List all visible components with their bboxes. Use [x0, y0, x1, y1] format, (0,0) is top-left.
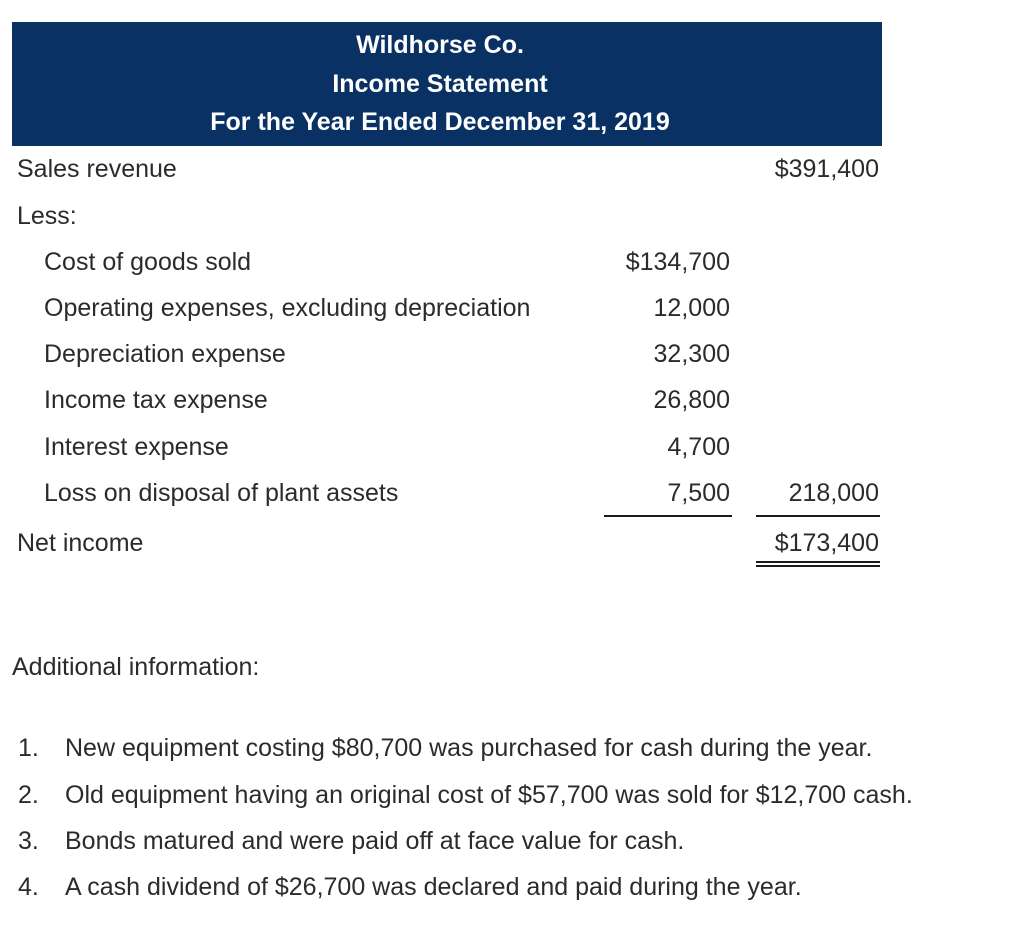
- list-item-number: 4.: [18, 873, 39, 901]
- list-item-text: Bonds matured and were paid off at face value for cash.: [65, 827, 685, 855]
- net-income-double-rule-bottom: [756, 565, 880, 567]
- statement-period: For the Year Ended December 31, 2019: [210, 108, 670, 136]
- list-item-text: A cash dividend of $26,700 was declared and paid during the year.: [65, 873, 802, 901]
- list-item: [18, 780, 913, 810]
- statement-header: [12, 22, 882, 146]
- expense-label-income-tax: Income tax expense: [44, 386, 268, 414]
- net-income-label: Net income: [17, 529, 144, 557]
- list-item: [18, 826, 684, 856]
- list-item: [18, 733, 872, 763]
- expense-label-loss-disposal: Loss on disposal of plant assets: [44, 479, 399, 507]
- total-expenses-value: 218,000: [788, 479, 879, 507]
- list-item-number: 3.: [18, 827, 39, 855]
- company-name: Wildhorse Co.: [356, 31, 524, 59]
- expense-value-cogs: $134,700: [625, 248, 730, 276]
- expense-value-depreciation: 32,300: [653, 340, 730, 368]
- sales-revenue-label: Sales revenue: [17, 155, 177, 183]
- expense-label-operating: Operating expenses, excluding depreciation: [44, 294, 531, 322]
- list-item-text: Old equipment having an original cost of $57,700 was sold for $12,700 cash.: [65, 781, 913, 809]
- expense-value-operating: 12,000: [653, 294, 730, 322]
- expense-value-loss-disposal: 7,500: [667, 479, 730, 507]
- net-income-double-rule-top: [756, 561, 880, 563]
- sales-revenue-value: $391,400: [774, 155, 879, 183]
- expense-label-interest: Interest expense: [44, 433, 229, 461]
- list-item: [18, 872, 802, 902]
- list-item-number: 2.: [18, 781, 39, 809]
- expense-label-depreciation: Depreciation expense: [44, 340, 286, 368]
- less-label: Less:: [17, 202, 77, 230]
- statement-title: Income Statement: [332, 70, 548, 98]
- additional-info-title: Additional information:: [12, 653, 260, 681]
- expense-value-interest: 4,700: [667, 433, 730, 461]
- expenses-subtotal-rule: [604, 515, 732, 517]
- list-item-text: New equipment costing $80,700 was purchased for cash during the year.: [65, 734, 873, 762]
- list-item-number: 1.: [18, 734, 39, 762]
- net-income-value: $173,400: [774, 529, 879, 557]
- total-rule: [756, 515, 880, 517]
- expense-label-cogs: Cost of goods sold: [44, 248, 252, 276]
- expense-value-income-tax: 26,800: [653, 386, 730, 414]
